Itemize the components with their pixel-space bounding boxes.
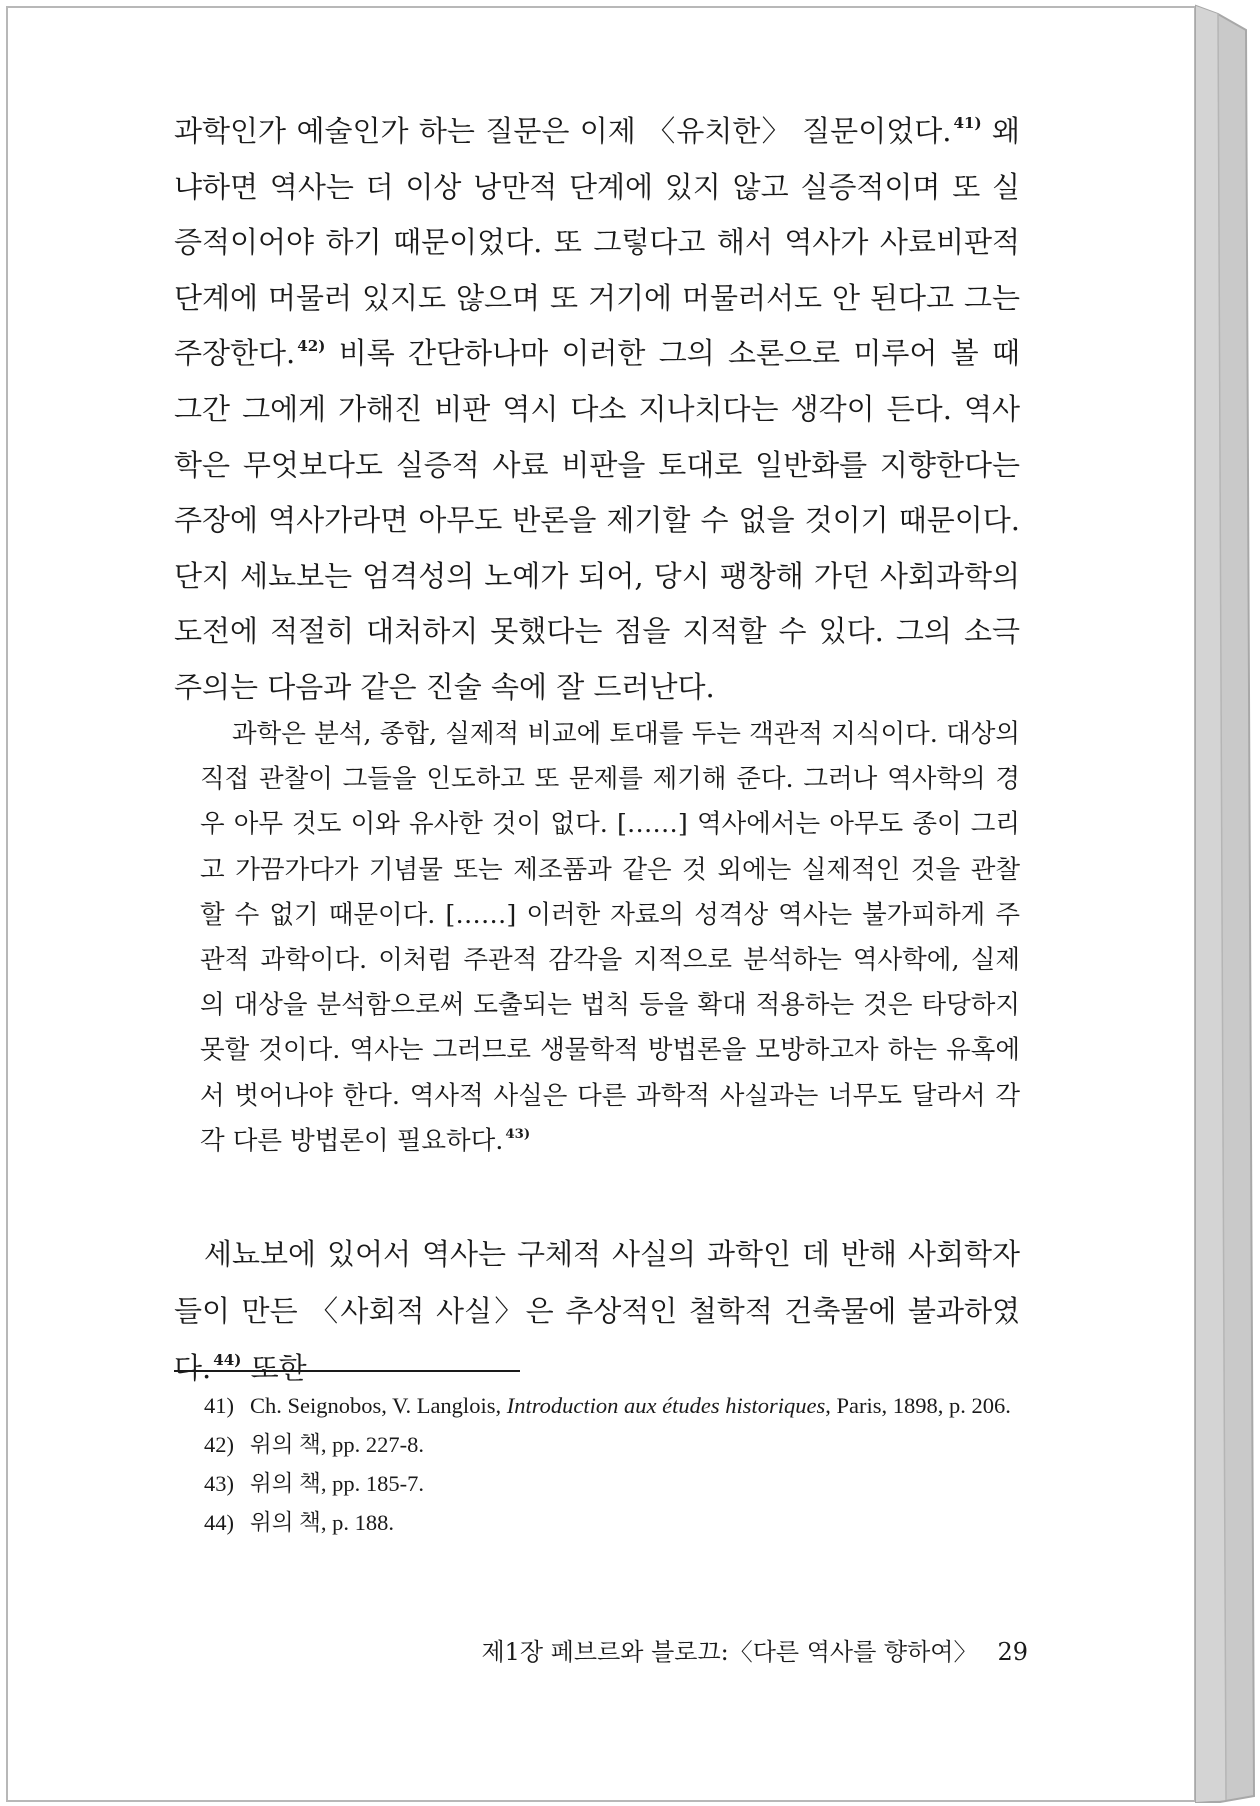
- footnote-text: [250, 1386, 1030, 1425]
- footnote-text: 위의 책, pp. 185-7.: [250, 1471, 424, 1496]
- footnote-ref-43[interactable]: 43): [505, 1126, 531, 1142]
- continuation-text-after: 또한: [241, 1351, 307, 1385]
- footnote-book-title: Introduction aux études historiques: [506, 1393, 826, 1418]
- footnote-item: [204, 1425, 1030, 1464]
- footnote-divider: [174, 1370, 520, 1372]
- block-quote: [200, 712, 1020, 1164]
- footnote-number: 42): [204, 1432, 234, 1457]
- body-text-part-3: 비록 간단하나마 이러한 그의 소론으로 미루어 볼 때 그간 그에게 가해진 비판 역시 다소 지나치다는 생각이 든다. 역사학은 무엇보다도 실증적 사료 비판을 토대로 일반화를 지향한다는 주장에 역사가라면 아무도 반론을 제기할 수 없을 것이기 때문이다. 단지 세뇨보는 엄격성의 노예가 되어, 당시 팽창해 가던 사회과학의 도전에 적절히 대처하지 못했다는 점을 지적할 수 있다. 그의 소극주의는 다음과 같은 진술 속에 잘 드러난다.: [174, 336, 1020, 704]
- continuation-text: 세뇨보에 있어서 역사는 구체적 사실의 과학인 데 반해 사회학자들이 만든 〈사회적 사실〉은 추상적인 철학적 건축물에 불과하였다.: [174, 1237, 1020, 1385]
- page-number: 29: [997, 1638, 1028, 1666]
- body-paragraph: [174, 104, 1020, 716]
- footnote-ref-42[interactable]: 42): [297, 336, 326, 355]
- footnote-number: 43): [204, 1471, 234, 1496]
- footnote-ref-41[interactable]: 41): [953, 114, 982, 133]
- footnote-number: 41): [204, 1393, 234, 1418]
- quote-text: 과학은 분석, 종합, 실제적 비교에 토대를 두는 객관적 지식이다. 대상의 직접 관찰이 그들을 인도하고 또 문제를 제기해 준다. 그러나 역사학의 경우 아무 것도 이와 유사한 것이 없다. [……] 역사에서는 아무도 종이 그리고 가끔가다가 기념물 또는 제조품과 같은 것 외에는 실제적인 것을 관찰할 수 없기 때문이다. [……] 이러한 자료의 성격상 역사는 불가피하게 주관적 과학이다. 이처럼 주관적 감각을 지적으로 분석하는 역사학에, 실제의 대상을 분석함으로써 도출되는 법칙 등을 확대 적용하는 것은 타당하지 못할 것이다. 역사는 그러므로 생물학적 방법론을 모방하고자 하는 유혹에서 벗어나야 한다. 역사적 사실은 다른 과학적 사실과는 너무도 달라서 각각 다른 방법론이 필요하다.: [200, 719, 1020, 1156]
- footnote-text-post: , Paris, 1898, p. 206.: [825, 1393, 1011, 1418]
- body-text-part-2: 왜냐하면 역사는 더 이상 낭만적 단계에 있지 않고 실증적이며 또 실증적이어야 하기 때문이었다. 또 그렇다고 해서 역사가 사료비판적 단계에 머물러 있지도 않으며 또 거기에 머물러서도 안 된다고 그는 주장한다.: [174, 114, 1021, 371]
- footnote-text: 위의 책, pp. 227-8.: [250, 1432, 424, 1457]
- chapter-title: 제1장 페브르와 블로끄:〈다른 역사를 향하여〉: [481, 1638, 978, 1666]
- footnote-item: [204, 1464, 1030, 1503]
- body-text-part-1: 과학인가 예술인가 하는 질문은 이제 〈유치한〉 질문이었다.: [174, 114, 952, 148]
- footnote-item: [204, 1503, 1030, 1542]
- footnote-text: 위의 책, p. 188.: [250, 1510, 394, 1535]
- footnotes-list: [204, 1386, 1030, 1542]
- running-footer: [481, 1632, 1028, 1667]
- footnote-ref-44[interactable]: 44): [213, 1351, 242, 1370]
- footnote-text-pre: Ch. Seignobos, V. Langlois,: [250, 1393, 507, 1418]
- footnote-item: [204, 1386, 1030, 1425]
- footnote-number: 44): [204, 1510, 234, 1535]
